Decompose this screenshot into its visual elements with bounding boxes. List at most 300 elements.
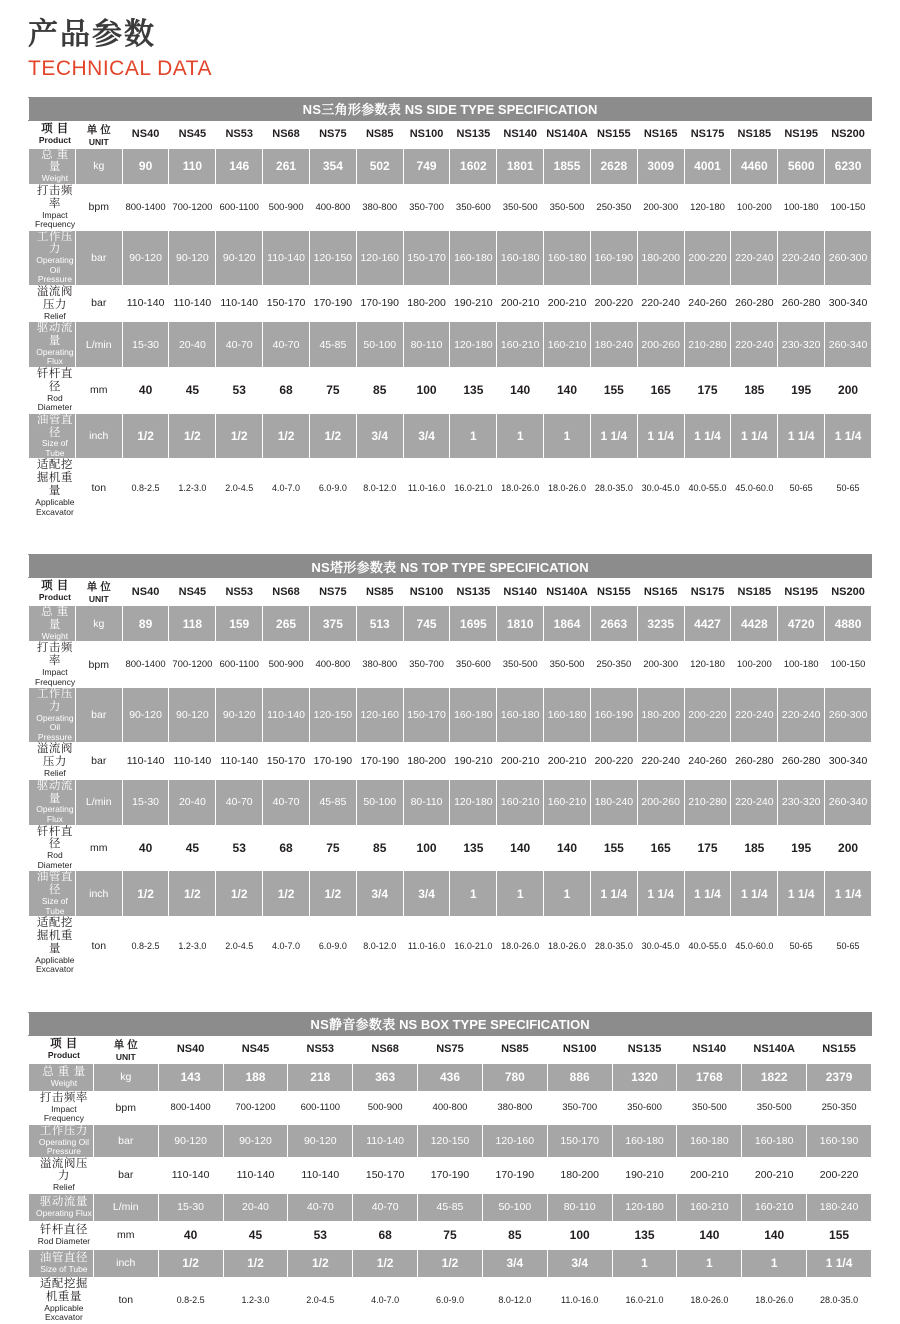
row-label-cn: 项 目 [50, 1038, 78, 1051]
model-header-cell: NS45 [169, 578, 216, 606]
row-label [29, 917, 76, 976]
value-cell: 1 1/4 [684, 871, 731, 917]
value-cell: 1/2 [288, 1249, 353, 1277]
value-cell: 220-240 [778, 230, 825, 285]
value-cell: 3/4 [356, 871, 403, 917]
value-cell: 350-700 [403, 642, 450, 688]
value-cell: 200 [825, 367, 872, 413]
table-title [29, 1012, 872, 1035]
value-cell: 500-900 [353, 1091, 418, 1124]
row-label-en: Rod Diameter [37, 850, 73, 870]
row-label-en: Impact Frequency [35, 209, 76, 230]
value-cell: 100-180 [778, 184, 825, 230]
value-cell: 1 1/4 [590, 871, 637, 917]
value-cell: 160-180 [544, 688, 591, 743]
value-cell: 1 1/4 [590, 413, 637, 459]
value-cell: 400-800 [309, 184, 356, 230]
value-cell: 700-1200 [169, 184, 216, 230]
value-cell: 135 [450, 825, 497, 871]
row-label [29, 578, 76, 606]
value-cell: 2.0-4.5 [216, 917, 263, 976]
row-label-cn: 适配挖掘机重量 [39, 1277, 88, 1303]
value-cell: 600-1100 [216, 642, 263, 688]
value-cell: 50-100 [356, 322, 403, 368]
value-cell: 350-500 [677, 1091, 742, 1124]
row-label-cn: 驱动流量 [36, 779, 73, 805]
value-cell: 1 [544, 871, 591, 917]
value-cell: 200-210 [497, 285, 544, 321]
value-cell: 120-180 [450, 779, 497, 825]
value-cell: 436 [418, 1063, 483, 1091]
row-label-en: Operating Oil Pressure [36, 712, 74, 742]
model-header-cell: NS68 [353, 1035, 418, 1063]
value-cell: 50-65 [778, 459, 825, 518]
value-cell: 260-340 [825, 322, 872, 368]
row-label-en: Impact Frequency [35, 667, 76, 687]
value-cell: 160-180 [497, 230, 544, 285]
unit-cell: inch [75, 871, 122, 917]
value-cell: 380-800 [482, 1091, 547, 1124]
unit-cell: mm [75, 367, 122, 413]
value-cell: 1 1/4 [637, 413, 684, 459]
value-cell: 15-30 [122, 322, 169, 368]
value-cell: 1 1/4 [684, 413, 731, 459]
table-gap-1 [0, 518, 900, 544]
unit-cell: ton [75, 917, 122, 976]
value-cell: 1822 [742, 1063, 807, 1091]
value-cell: 350-500 [497, 184, 544, 230]
value-cell: 800-1400 [122, 642, 169, 688]
value-cell: 1 1/4 [807, 1249, 872, 1277]
value-cell: 53 [288, 1221, 353, 1249]
value-cell: 120-160 [356, 230, 403, 285]
value-cell: 45-85 [418, 1193, 483, 1221]
row-label-en: Relief [44, 310, 66, 321]
value-cell: 1/2 [122, 871, 169, 917]
model-header-cell: NS53 [216, 120, 263, 148]
unit-cell: kg [75, 606, 122, 642]
row-label [29, 322, 76, 368]
value-cell: 2663 [590, 606, 637, 642]
row-label-cn: 溢流阀压力 [39, 1157, 88, 1183]
value-cell: 8.0-12.0 [482, 1277, 547, 1323]
unit-cell [75, 120, 122, 148]
value-cell: 375 [309, 606, 356, 642]
value-cell: 100-180 [778, 642, 825, 688]
value-cell: 85 [356, 367, 403, 413]
value-cell: 160-210 [497, 779, 544, 825]
value-cell: 195 [778, 367, 825, 413]
value-cell: 170-190 [309, 285, 356, 321]
value-cell: 1 [450, 871, 497, 917]
value-cell: 18.0-26.0 [742, 1277, 807, 1323]
row-label-cn: 油管直径 [39, 1252, 88, 1265]
value-cell: 200 [825, 825, 872, 871]
value-cell: 110-140 [353, 1124, 418, 1157]
row-label [29, 1249, 94, 1277]
model-header-cell: NS140 [497, 578, 544, 606]
value-cell: 175 [684, 367, 731, 413]
row-label [29, 459, 76, 518]
row-label-cn: 打击频率 [36, 642, 73, 668]
value-cell: 3/4 [356, 413, 403, 459]
value-cell: 6.0-9.0 [309, 459, 356, 518]
value-cell: 20-40 [223, 1193, 288, 1221]
value-cell: 110-140 [288, 1157, 353, 1193]
table-row [29, 413, 872, 459]
value-cell: 1 [544, 413, 591, 459]
page-header [0, 0, 900, 87]
table-row [29, 1249, 872, 1277]
value-cell: 1/2 [353, 1249, 418, 1277]
table-row [29, 285, 872, 321]
value-cell: 1 [497, 413, 544, 459]
value-cell: 190-210 [450, 285, 497, 321]
table-title [29, 555, 872, 578]
value-cell: 200-220 [807, 1157, 872, 1193]
model-header-cell: NS155 [807, 1035, 872, 1063]
value-cell: 155 [590, 825, 637, 871]
value-cell: 120-150 [309, 688, 356, 743]
value-cell: 780 [482, 1063, 547, 1091]
value-cell: 16.0-21.0 [612, 1277, 677, 1323]
value-cell: 4880 [825, 606, 872, 642]
spec-table-2-body [29, 555, 872, 976]
value-cell: 110-140 [223, 1157, 288, 1193]
row-label-en: Operating Flux [36, 346, 74, 367]
model-header-cell: NS75 [309, 120, 356, 148]
value-cell: 1 [742, 1249, 807, 1277]
table-gap-2 [0, 976, 900, 1002]
value-cell: 110-140 [216, 285, 263, 321]
value-cell: 261 [263, 148, 310, 184]
value-cell: 150-170 [263, 743, 310, 779]
value-cell: 90-120 [288, 1124, 353, 1157]
value-cell: 180-240 [590, 322, 637, 368]
value-cell: 90-120 [216, 230, 263, 285]
row-label-cn: 项 目 [41, 122, 69, 135]
table-row [29, 148, 872, 184]
value-cell: 53 [216, 367, 263, 413]
value-cell: 40-70 [216, 322, 263, 368]
table-row [29, 322, 872, 368]
value-cell: 220-240 [731, 688, 778, 743]
value-cell: 90-120 [169, 230, 216, 285]
value-cell: 1864 [544, 606, 591, 642]
value-cell: 20-40 [169, 322, 216, 368]
value-cell: 1.2-3.0 [223, 1277, 288, 1323]
value-cell: 40 [122, 825, 169, 871]
table-title-en: NS SIDE TYPE SPECIFICATION [401, 102, 598, 117]
row-label [29, 688, 76, 743]
value-cell: 50-100 [356, 779, 403, 825]
row-label-en: Impact Frequency [43, 1103, 84, 1124]
value-cell: 200-300 [637, 184, 684, 230]
value-cell: 100 [547, 1221, 612, 1249]
value-cell: 260-280 [778, 285, 825, 321]
row-label-en: Size of Tube [41, 896, 68, 916]
model-header-cell: NS135 [612, 1035, 677, 1063]
value-cell: 1320 [612, 1063, 677, 1091]
value-cell: 190-210 [450, 743, 497, 779]
value-cell: 500-900 [263, 184, 310, 230]
value-cell: 1 1/4 [637, 871, 684, 917]
value-cell: 250-350 [807, 1091, 872, 1124]
row-label-en: Relief [53, 1182, 75, 1193]
unit-cell: bar [93, 1157, 158, 1193]
row-label [29, 1221, 94, 1249]
value-cell: 210-280 [684, 322, 731, 368]
value-cell: 50-65 [778, 917, 825, 976]
row-label-en: Rod Diameter [37, 392, 73, 413]
row-label-en: Product [47, 1049, 80, 1060]
value-cell: 28.0-35.0 [590, 459, 637, 518]
row-label-en: Operating Flux [36, 804, 74, 824]
unit-cell: bar [75, 285, 122, 321]
value-cell: 120-160 [356, 688, 403, 743]
value-cell: 1 [677, 1249, 742, 1277]
value-cell: 165 [637, 825, 684, 871]
value-cell: 1 1/4 [825, 871, 872, 917]
value-cell: 200-210 [544, 285, 591, 321]
value-cell: 2.0-4.5 [216, 459, 263, 518]
value-cell: 80-110 [547, 1193, 612, 1221]
model-header-cell: NS165 [637, 120, 684, 148]
row-label [29, 413, 76, 459]
value-cell: 260-300 [825, 230, 872, 285]
value-cell: 40.0-55.0 [684, 459, 731, 518]
value-cell: 16.0-21.0 [450, 917, 497, 976]
value-cell: 350-600 [450, 642, 497, 688]
row-label [29, 743, 76, 779]
value-cell: 120-150 [309, 230, 356, 285]
model-header-cell: NS200 [825, 578, 872, 606]
value-cell: 160-180 [450, 688, 497, 743]
value-cell: 85 [482, 1221, 547, 1249]
model-header-cell: NS45 [169, 120, 216, 148]
row-label-cn: 打击频率 [36, 184, 73, 210]
value-cell: 230-320 [778, 779, 825, 825]
row-label-cn: 钎杆直径 [39, 1224, 88, 1237]
value-cell: 3009 [637, 148, 684, 184]
row-label-cn: 适配挖掘机重量 [36, 459, 73, 498]
value-cell: 350-600 [450, 184, 497, 230]
spec-table-1-wrapper [28, 97, 872, 519]
row-label-en: Product [38, 592, 71, 603]
value-cell: 1810 [497, 606, 544, 642]
value-cell: 1602 [450, 148, 497, 184]
value-cell: 110-140 [263, 230, 310, 285]
model-header-cell: NS175 [684, 578, 731, 606]
model-header-cell: NS165 [637, 578, 684, 606]
value-cell: 4427 [684, 606, 731, 642]
value-cell: 68 [263, 825, 310, 871]
value-cell: 180-200 [403, 285, 450, 321]
value-cell: 15-30 [122, 779, 169, 825]
row-label-cn: 驱动流量 [36, 322, 73, 347]
model-header-cell: NS40 [122, 120, 169, 148]
value-cell: 90-120 [158, 1124, 223, 1157]
value-cell: 1/2 [169, 871, 216, 917]
value-cell: 160-210 [497, 322, 544, 368]
table-title-row [29, 555, 872, 578]
value-cell: 3/4 [403, 871, 450, 917]
model-header-cell: NS45 [223, 1035, 288, 1063]
model-header-cell: NS135 [450, 120, 497, 148]
value-cell: 886 [547, 1063, 612, 1091]
value-cell: 45 [223, 1221, 288, 1249]
value-cell: 8.0-12.0 [356, 459, 403, 518]
value-cell: 210-280 [684, 779, 731, 825]
model-header-cell: NS68 [263, 578, 310, 606]
value-cell: 200-220 [684, 230, 731, 285]
row-label-en: Operating Oil Pressure [38, 1136, 89, 1157]
row-label [29, 1124, 94, 1157]
value-cell: 350-700 [547, 1091, 612, 1124]
value-cell: 50-65 [825, 917, 872, 976]
value-cell: 170-190 [309, 743, 356, 779]
value-cell: 1768 [677, 1063, 742, 1091]
model-header-cell: NS195 [778, 120, 825, 148]
value-cell: 350-700 [403, 184, 450, 230]
value-cell: 180-200 [547, 1157, 612, 1193]
row-label [29, 642, 76, 688]
value-cell: 135 [450, 367, 497, 413]
unit-cell: L/min [93, 1193, 158, 1221]
value-cell: 1 1/4 [778, 413, 825, 459]
value-cell: 160-210 [677, 1193, 742, 1221]
value-cell: 15-30 [158, 1193, 223, 1221]
row-label [29, 1193, 94, 1221]
spec-table-2-wrapper [28, 554, 872, 976]
row-label-en: Applicable Excavator [35, 497, 75, 517]
value-cell: 120-180 [684, 184, 731, 230]
value-cell: 40-70 [263, 779, 310, 825]
value-cell: 18.0-26.0 [544, 459, 591, 518]
model-header-cell: NS175 [684, 120, 731, 148]
unit-cell: mm [75, 825, 122, 871]
row-label [29, 1157, 94, 1193]
value-cell: 160-190 [807, 1124, 872, 1157]
table-row [29, 1277, 872, 1323]
value-cell: 200-260 [637, 779, 684, 825]
model-header-cell: NS140A [544, 578, 591, 606]
value-cell: 1 [450, 413, 497, 459]
value-cell: 260-340 [825, 779, 872, 825]
value-cell: 1801 [497, 148, 544, 184]
value-cell: 0.8-2.5 [122, 459, 169, 518]
value-cell: 180-200 [637, 230, 684, 285]
value-cell: 85 [356, 825, 403, 871]
value-cell: 160-180 [742, 1124, 807, 1157]
value-cell: 18.0-26.0 [497, 459, 544, 518]
table-row [29, 120, 872, 148]
value-cell: 3235 [637, 606, 684, 642]
value-cell: 200-210 [742, 1157, 807, 1193]
row-label-cn: 驱动流量 [39, 1196, 88, 1209]
value-cell: 1 [612, 1249, 677, 1277]
row-label-en: Operating Flux [36, 1207, 92, 1218]
value-cell: 175 [684, 825, 731, 871]
unit-cell: bpm [93, 1091, 158, 1124]
value-cell: 5600 [778, 148, 825, 184]
value-cell: 700-1200 [169, 642, 216, 688]
value-cell: 0.8-2.5 [158, 1277, 223, 1323]
value-cell: 180-240 [590, 779, 637, 825]
value-cell: 45-85 [309, 779, 356, 825]
unit-cell: mm [93, 1221, 158, 1249]
value-cell: 40.0-55.0 [684, 917, 731, 976]
unit-cell: L/min [75, 322, 122, 368]
value-cell: 110-140 [122, 285, 169, 321]
value-cell: 90 [122, 148, 169, 184]
value-cell: 3/4 [547, 1249, 612, 1277]
value-cell: 160-180 [497, 688, 544, 743]
row-label-cn: 工作压力 [36, 230, 73, 256]
unit-cell: inch [93, 1249, 158, 1277]
table-row [29, 1157, 872, 1193]
value-cell: 11.0-16.0 [403, 917, 450, 976]
value-cell: 700-1200 [223, 1091, 288, 1124]
value-cell: 90-120 [169, 688, 216, 743]
value-cell: 0.8-2.5 [122, 917, 169, 976]
unit-cell [75, 578, 122, 606]
value-cell: 600-1100 [216, 184, 263, 230]
value-cell: 220-240 [731, 322, 778, 368]
value-cell: 200-300 [637, 642, 684, 688]
value-cell: 110-140 [263, 688, 310, 743]
table-row [29, 779, 872, 825]
row-label [29, 606, 76, 642]
value-cell: 1/2 [309, 871, 356, 917]
row-label-cn: 项 目 [41, 580, 69, 593]
value-cell: 250-350 [590, 642, 637, 688]
table-row [29, 871, 872, 917]
row-label-cn: 油管直径 [36, 413, 73, 439]
value-cell: 200-210 [677, 1157, 742, 1193]
value-cell: 75 [309, 825, 356, 871]
spec-table-box-type [28, 1012, 872, 1324]
value-cell: 20-40 [169, 779, 216, 825]
value-cell: 195 [778, 825, 825, 871]
value-cell: 100-200 [731, 184, 778, 230]
value-cell: 600-1100 [288, 1091, 353, 1124]
value-cell: 140 [742, 1221, 807, 1249]
value-cell: 200-210 [497, 743, 544, 779]
unit-header-en: UNIT [115, 1051, 136, 1062]
row-label [29, 285, 76, 321]
unit-cell [93, 1035, 158, 1063]
value-cell: 110-140 [169, 285, 216, 321]
value-cell: 354 [309, 148, 356, 184]
value-cell: 2.0-4.5 [288, 1277, 353, 1323]
unit-cell: kg [93, 1063, 158, 1091]
value-cell: 240-260 [684, 285, 731, 321]
value-cell: 160-210 [544, 322, 591, 368]
row-label-cn: 打击频率 [39, 1091, 88, 1104]
value-cell: 745 [403, 606, 450, 642]
row-label-en: Applicable Excavator [35, 954, 75, 975]
value-cell: 110 [169, 148, 216, 184]
row-label-cn: 工作压力 [39, 1124, 88, 1137]
value-cell: 380-800 [356, 184, 403, 230]
value-cell: 40-70 [216, 779, 263, 825]
value-cell: 1 1/4 [778, 871, 825, 917]
value-cell: 180-200 [637, 688, 684, 743]
value-cell: 350-600 [612, 1091, 677, 1124]
value-cell: 1.2-3.0 [169, 917, 216, 976]
value-cell: 120-180 [612, 1193, 677, 1221]
